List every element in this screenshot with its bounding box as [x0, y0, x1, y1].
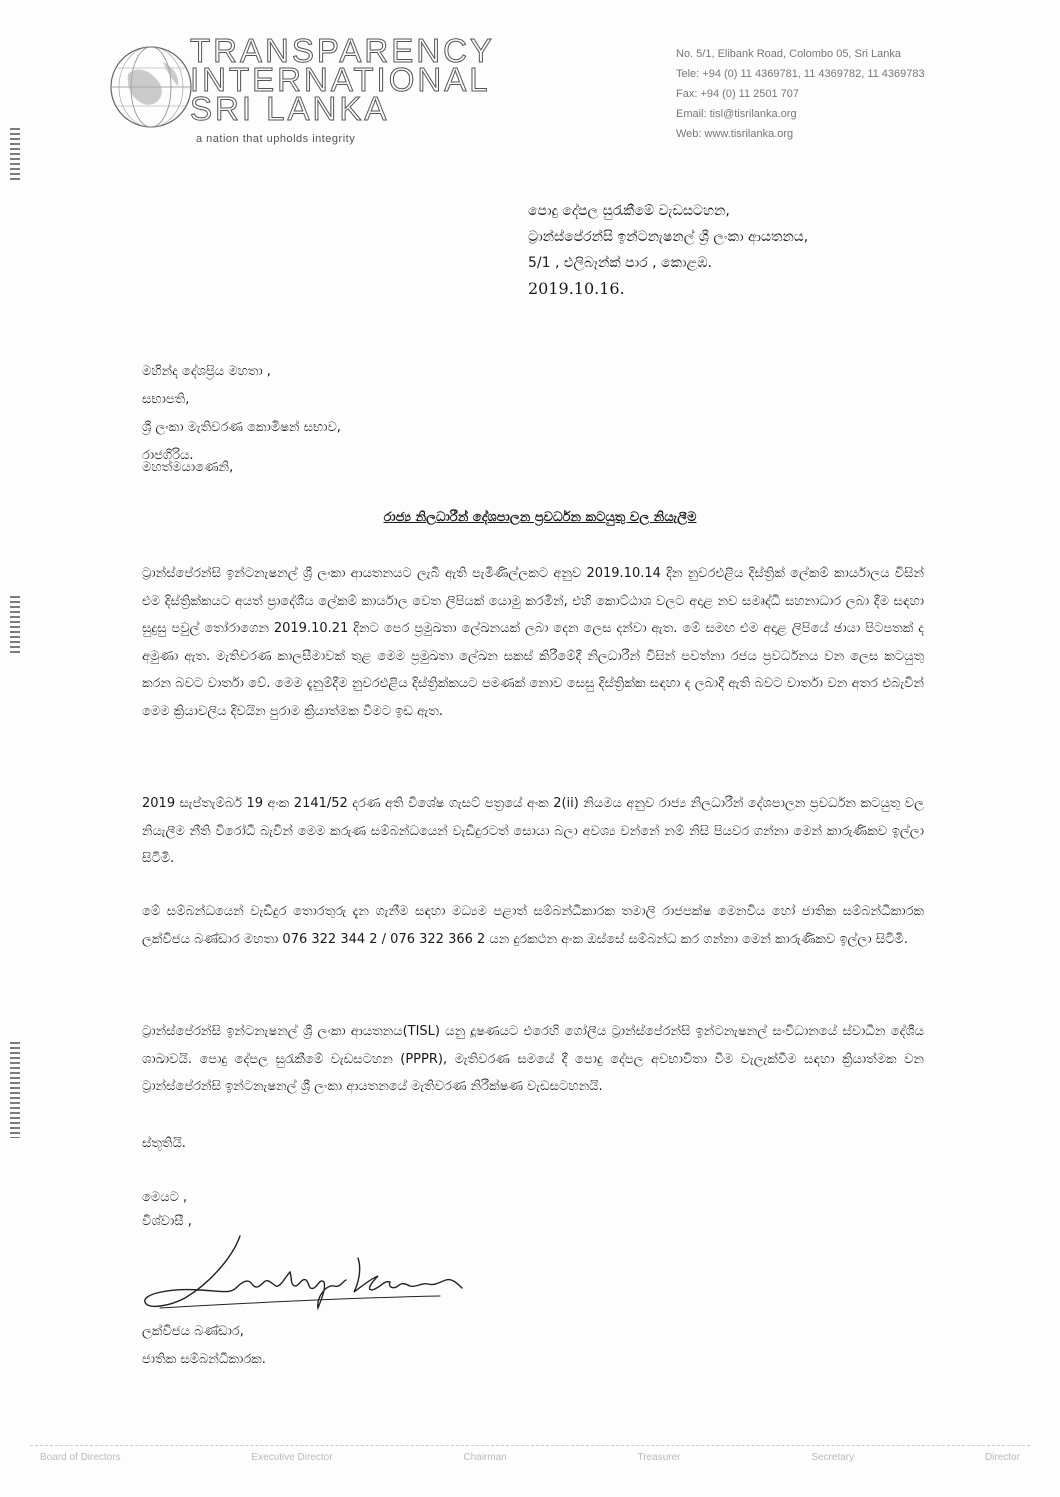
- signoff-line: විශ්වාසී ,: [142, 1214, 192, 1229]
- contact-telephone: Tele: +94 (0) 11 4369781, 11 4369782, 11 4369783: [676, 68, 925, 80]
- logo-tagline: a nation that upholds integrity: [196, 133, 356, 145]
- salutation: මහත්මයාණෙනි,: [142, 460, 234, 475]
- recipient-city: රාජගිරිය.: [142, 448, 194, 463]
- footer-board-list: [40, 1452, 1020, 1463]
- footer-item: Treasurer: [637, 1452, 681, 1463]
- logo-line-1: TRANSPARENCY: [190, 32, 495, 69]
- signer-name: ලක්විජය බණ්ඩාර,: [142, 1324, 244, 1339]
- signoff: [142, 1186, 192, 1234]
- recipient-organization: ශ්‍රී ලංකා මැතිවරණ කොමිෂන් සභාව,: [142, 420, 341, 435]
- footer-item: Chairman: [463, 1452, 507, 1463]
- contact-address: No. 5/1, Elibank Road, Colombo 05, Sri Lanka: [676, 48, 902, 60]
- sender-address: [528, 198, 808, 302]
- subject-text: රාජ්‍ය නිලධාරීන් දේශපාලන ප්‍රවර්ධන කටයුතු වල නියැලීම: [383, 510, 697, 525]
- body-paragraph-3: මේ සම්බන්ධයෙන් වැඩිදුර තොරතුරු දැන ගැනීම සඳහා මධ්‍යම පළාත් සම්බන්ධීකාරක තමාලි රාජපක්ෂ මෙනවිය හෝ ජාතික සම්බන්ධීකාරක ලක්විජය බණ්ඩාර මහතා 076 322 344 2 / 076 322 366 2 යන දුරකථන අංක ඔස්සේ සම්බන්ධ කර ගන්නා මෙන් කාරුණිකව ඉල්ලා සිටිමි.: [142, 904, 924, 947]
- scan-mark: [10, 1042, 20, 1138]
- recipient-name: මහින්ද දේශප්‍රිය මහතා ,: [142, 364, 271, 379]
- signer-block: [142, 1318, 266, 1374]
- scan-mark: [10, 128, 20, 180]
- scan-mark: [10, 596, 20, 654]
- footer-item: Director: [984, 1452, 1020, 1463]
- body-paragraph-2: 2019 සැප්තැම්බර් 19 අංක 2141/52 දරණ අති විශේෂ ගැසට් පත්‍රයේ අංක 2(ii) නියමය අනුව රාජ්‍ය නිලධාරීන් දේශපාලන ප්‍රවර්ධන කටයුතු වල නියැලීම නීති විරෝධී බැවින් මෙම කරුණ සම්බන්ධයෙන් වැඩිදුරටත් සොයා බලා අවශ්‍ය වන්නේ නම් නිසි පියවර ගන්නා මෙන් කාරුණිකව ඉල්ලා සිටිමි.: [142, 796, 924, 866]
- body-paragraph-4: ට්‍රාන්ස්පේරන්සි ඉන්ටනැෂනල් ශ්‍රී ලංකා ආයතනය(TISL) යනු දූෂණයට එරෙහි ගෝලීය ට්‍රාන්ස්පේරන්සි ඉන්ටනැෂනල් සංවිධානයේ ස්වාධීන දේශීය ශාඛාවයි. පොදු දේපල සුරැකීමේ වැඩසටහන (PPPR), මැතිවරණ සමයේ දී පොදු දේපල අවභාවිතා වීම වැලැක්වීම සඳහා ක්‍රියාත්මක වන ට්‍රාන්ස්පේරන්සි ඉන්ටනැෂනල් ශ්‍රී ලංකා ආයතනයේ මැතිවරණ නිරීක්ෂණ වැඩසටහනයි.: [142, 1024, 924, 1094]
- handwritten-signature: [140, 1228, 480, 1318]
- contact-fax: Fax: +94 (0) 11 2501 707: [676, 88, 800, 100]
- subject-line: [0, 510, 1060, 525]
- contact-details: [676, 44, 925, 144]
- organization-logo-text: [190, 32, 495, 127]
- closing-thanks: ස්තූතියි.: [142, 1136, 186, 1151]
- contact-website: Web: www.tisrilanka.org: [676, 128, 794, 140]
- body-paragraph-1: ට්‍රාන්ස්පේරන්සි ඉන්ටනැෂනල් ශ්‍රී ලංකා ආයතනයට ලැබී ඇති පැමිණිල්ලකට අනුව 2019.10.14 දින නුවරඑළිය දිස්ත්‍රික් ලේකම් කාර්යාලය විසින් එම දිස්ත්‍රික්කයට අයත් ප්‍රාදේශීය ලේකම් කාර්යාල වෙත ලිපියක් යොමු කරමින්, එහි කොට්ඨාශ වලට අදාළ නව සමෘද්ධි සහනාධාර ලබා දීම සඳහා සුදුසු පවුල් තෝරාගෙන 2019.10.21 දිනට පෙර ප්‍රමුඛතා ලේඛනයක් ලබා දෙන ලෙස දන්වා ඇත. මේ සමඟ එම අදාළ ලිපියේ ඡායා පිටපතක් ද අමුණා ඇත. මැතිවරණ කාලසීමාවක් තුළ මෙම ප්‍රමුඛතා ලේඛන සකස් කිරීමේදී නිලධාරීන් විසින් පවත්නා රජය ප්‍රවර්ධනය වන ලෙස කටයුතු කරන බවට වාර්තා වේ. මෙම දැනුම්දීම නුවරඑළිය දිස්ත්‍රික්කයට පමණක් නොව සෙසු දිස්ත්‍රික්ක සඳහා ද ලබාදී ඇති බවට වාර්තා වන අතර එබැවින් මෙම ක්‍රියාවලිය දිවයින පුරාම ක්‍රියාත්මක වීමට ඉඩ ඇත.: [142, 566, 924, 719]
- contact-email: Email: tisl@tisrilanka.org: [676, 108, 797, 120]
- footer-item: Executive Director: [251, 1452, 333, 1463]
- recipient-title: සභාපති,: [142, 392, 190, 407]
- recipient-address: [142, 358, 341, 470]
- logo-line-3: SRI LANKA: [190, 90, 390, 127]
- footer-divider: [30, 1445, 1030, 1446]
- footer-item: Board of Directors: [40, 1452, 121, 1463]
- logo-line-2: INTERNATIONAL: [190, 61, 491, 98]
- globe-logo-icon: [108, 44, 194, 130]
- signoff-line: මෙයට ,: [142, 1190, 188, 1205]
- sender-line: පොදු දේපල සුරැකීමේ වැඩසටහන,: [528, 203, 730, 219]
- signer-title: ජාතික සම්බන්ධීකාරක.: [142, 1352, 266, 1367]
- footer-item: Secretary: [811, 1452, 855, 1463]
- sender-line: 5/1 , එලිබෑන්ක් පාර , කොළඹ.: [528, 255, 713, 271]
- letter-date: 2019.10.16.: [528, 279, 625, 298]
- sender-line: ට්‍රාන්ස්පේරන්සි ඉන්ටනැෂනල් ශ්‍රී ලංකා ආයතනය,: [528, 229, 809, 245]
